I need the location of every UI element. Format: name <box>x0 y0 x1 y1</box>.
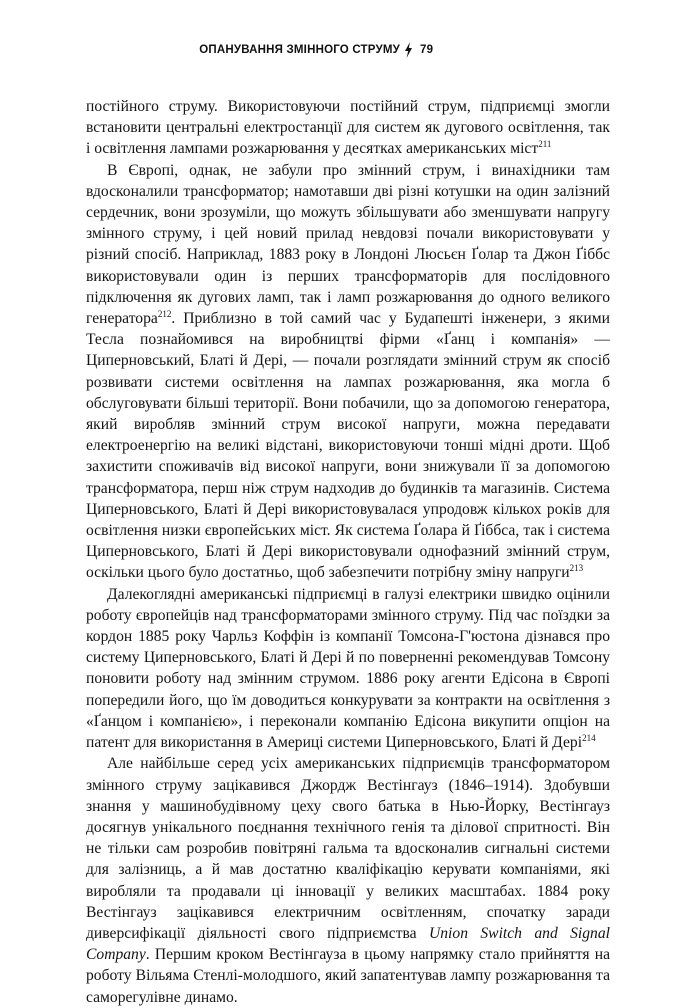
paragraph-text: Далекоглядні американські підприємці в галузі електрики швидко оцінили роботу європейців над трансформаторами змінного струму. Під час поїздки за кордон 1885 року Чарльз Коффін із компанії Томсона-Г'юстона дізнався про систему Циперновського, Блаті й Дері й по поверненні рекомендував Томсону поновити роботу над змінним струмом. 1886 року агенти Едісона в Європі попередили його, що їм доводиться конкурувати за контракти на освітлення з «Ґанцом і компанією», і переконали компанію Едісона викупити опціон на патент для використання в Америці системи Циперновського, Блаті й Дері <box>86 585 610 752</box>
footnote-ref: 213 <box>569 563 584 574</box>
footnote-ref: 212 <box>157 309 172 320</box>
paragraph <box>86 753 610 1007</box>
paragraph-text: В Європі, однак, не забули про змінний струм, і винахідники там вдосконалили трансформатор; намотавши дві різні котушки на один залізний сердечник, вони зрозуміли, що можуть збільшувати або зменшувати напругу змінного струму, і цей новий прилад невдовзі почали використовувати у різний спосіб. Наприклад, 1883 року в Лондоні Люсьєн Ґолар та Джон Ґіббс використовували один із перших трансформаторів для послідовного підключення як дугових ламп, так і ламп розжарювання до одного великого генератора <box>86 161 610 328</box>
paragraph <box>86 96 610 160</box>
paragraph-text: . Приблизно в той самий час у Будапешті інженери, з якими Тесла познайомився на виробництві фірми «Ґанц і компанія» — Циперновський, Блаті й Дері, — почали розглядати змінний струм як спосіб розвивати системи освітлення на лампах розжарювання, яка могла б обслуговувати більші території. Вони побачили, що за допомогою генератора, який виробляв змінний струм високої напруги, можна передавати електроенергію на великі відстані, використовуючи тонші мідні дроти. Щоб захистити споживачів від високої напруги, вони знижували її за допомогою трансформатора, перш ніж струм надходив до будинків та магазинів. Система Циперновського, Блаті й Дері використовувалася упродовж кількох років для освітлення низки європейських міст. Як система Ґолара й Ґіббса, так і система Циперновського, Блаті й Дері використовували однофазний змінний струм, оскільки цього було достатньо, щоб забезпечити потрібну зміну напруги <box>86 310 610 582</box>
page-number: 79 <box>420 44 434 56</box>
paragraph <box>86 160 610 584</box>
lightning-bolt-icon <box>404 42 413 58</box>
footnote-ref: 211 <box>538 139 552 150</box>
paragraph-text: Але найбільше серед усіх американських підприємців трансформатором змінного струму зацікавився Джордж Вестінгауз (1846–1914). Здобувши знання у машинобудівному цеху свого батька в Нью-Йорку, Вестінгауз досягнув унікального поєднання технічного генія та ділової спритності. Він не тільки сам розробив повітряні гальма та вдосконалив сигнальні системи для залізниць, а й мав достатню кваліфікацію керувати компаніями, які виробляли та продавали ці інновації у великих масштабах. 1884 року Вестінгауз зацікавився електричним освітленням, спочатку заради диверсифікації діяльності свого підприємства <box>86 755 610 942</box>
paragraph-text: . Першим кроком Вестінгауза в цьому напрямку стало прийняття на роботу Вільяма Стенлі-молодшого, який запатентував лампу розжарювання та саморегулівне динамо. <box>86 946 610 1006</box>
paragraph <box>86 584 610 754</box>
body-text <box>86 96 610 1008</box>
company-name: Union Switch and Signal Company <box>86 924 610 964</box>
paragraph-text: постійного струму. Використовуючи постійний струм, підприємці змогли встановити центральні електростанції для систем як дугового освітлення, так і освітлення лампами розжарювання у десятках американських міст <box>86 98 610 158</box>
running-title: ОПАНУВАННЯ ЗМІННОГО СТРУМУ <box>199 44 400 56</box>
footnote-ref: 214 <box>582 733 596 744</box>
